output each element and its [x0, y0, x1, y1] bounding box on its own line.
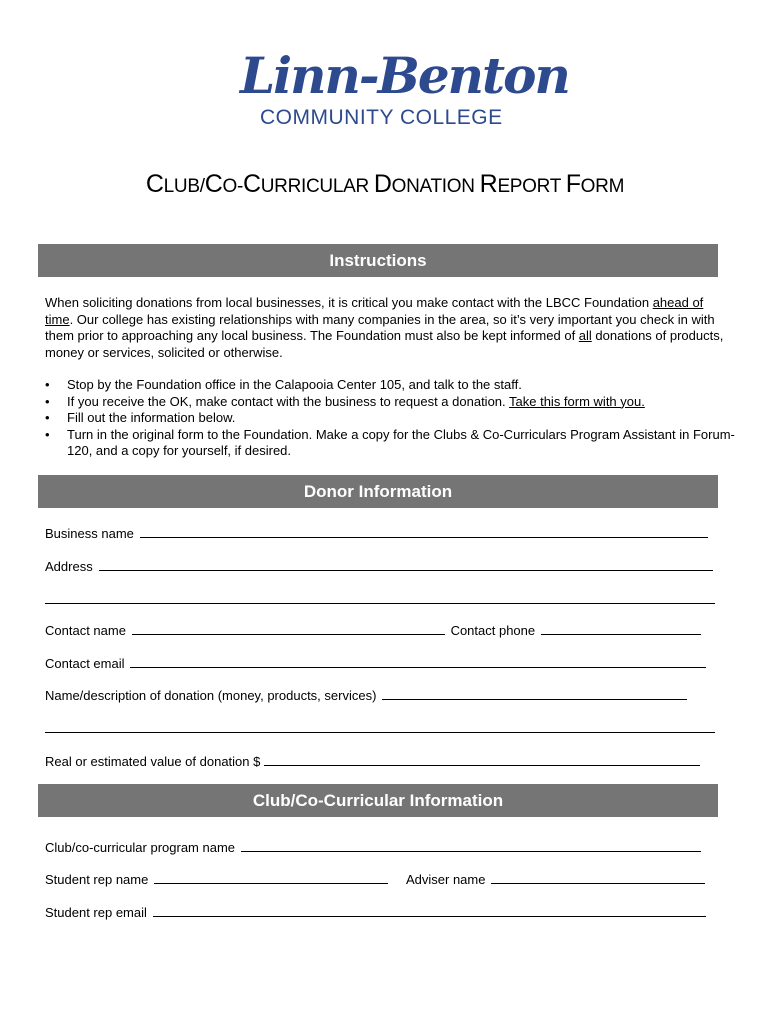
- donation-value-line[interactable]: [264, 753, 700, 766]
- donation-description-field[interactable]: Name/description of donation (money, products, services): [45, 687, 718, 704]
- list-item: • Fill out the information below.: [67, 410, 757, 427]
- business-name-line[interactable]: [140, 525, 708, 538]
- address-line-2-field[interactable]: [45, 591, 718, 608]
- logo-subtitle: COMMUNITY COLLEGE: [260, 106, 503, 129]
- donation-description-line-2[interactable]: [45, 720, 715, 733]
- student-rep-name-line[interactable]: [154, 871, 388, 884]
- contact-email-field[interactable]: Contact email: [45, 655, 718, 672]
- form-title: CLUB/CO-CURRICULAR DONATION REPORT FORM: [145, 170, 625, 198]
- student-rep-email-field[interactable]: Student rep email: [45, 904, 718, 921]
- contact-name-line[interactable]: [132, 622, 445, 635]
- adviser-name-line[interactable]: [491, 871, 705, 884]
- instruction-steps: [45, 377, 757, 460]
- donation-description-line-2-field[interactable]: [45, 720, 718, 737]
- logo-wordmark: Linn-Benton: [240, 46, 569, 105]
- address-line[interactable]: [99, 558, 713, 571]
- list-item: • Stop by the Foundation office in the Calapooia Center 105, and talk to the staff.: [67, 377, 757, 394]
- contact-email-line[interactable]: [130, 655, 706, 668]
- instructions-paragraph: When soliciting donations from local businesses, it is critical you make contact with the LBCC Foundation ahead of time. Our college has existing relationships with many companies in the area, so it’s very important you check in with them prior to approaching any local business. The Foundation must also be kept informed of all donations of products, money or services, solicited or otherwise.: [45, 295, 724, 360]
- list-item: • Turn in the original form to the Foundation. Make a copy for the Clubs & Co-Curriculars Program Assistant in Forum-120, and a copy for yourself, if desired.: [67, 427, 757, 460]
- list-item: • If you receive the OK, make contact with the business to request a donation. Take this form with you.: [67, 394, 757, 411]
- donation-value-field[interactable]: Real or estimated value of donation $: [45, 753, 718, 770]
- student-rep-email-line[interactable]: [153, 904, 706, 917]
- address-field[interactable]: Address: [45, 558, 718, 575]
- club-information-header: Club/Co-Curricular Information: [38, 784, 718, 817]
- program-name-field[interactable]: Club/co-curricular program name: [45, 839, 718, 856]
- instructions-header: Instructions: [38, 244, 718, 277]
- program-name-line[interactable]: [241, 839, 701, 852]
- address-line-2[interactable]: [45, 591, 715, 604]
- college-logo: [240, 46, 569, 136]
- contact-row: Contact name Contact phone: [45, 622, 718, 639]
- contact-phone-line[interactable]: [541, 622, 701, 635]
- donation-description-line[interactable]: [382, 687, 687, 700]
- business-name-field[interactable]: Business name: [45, 525, 718, 542]
- student-adviser-row: Student rep name Adviser name: [45, 871, 718, 888]
- donor-information-header: Donor Information: [38, 475, 718, 508]
